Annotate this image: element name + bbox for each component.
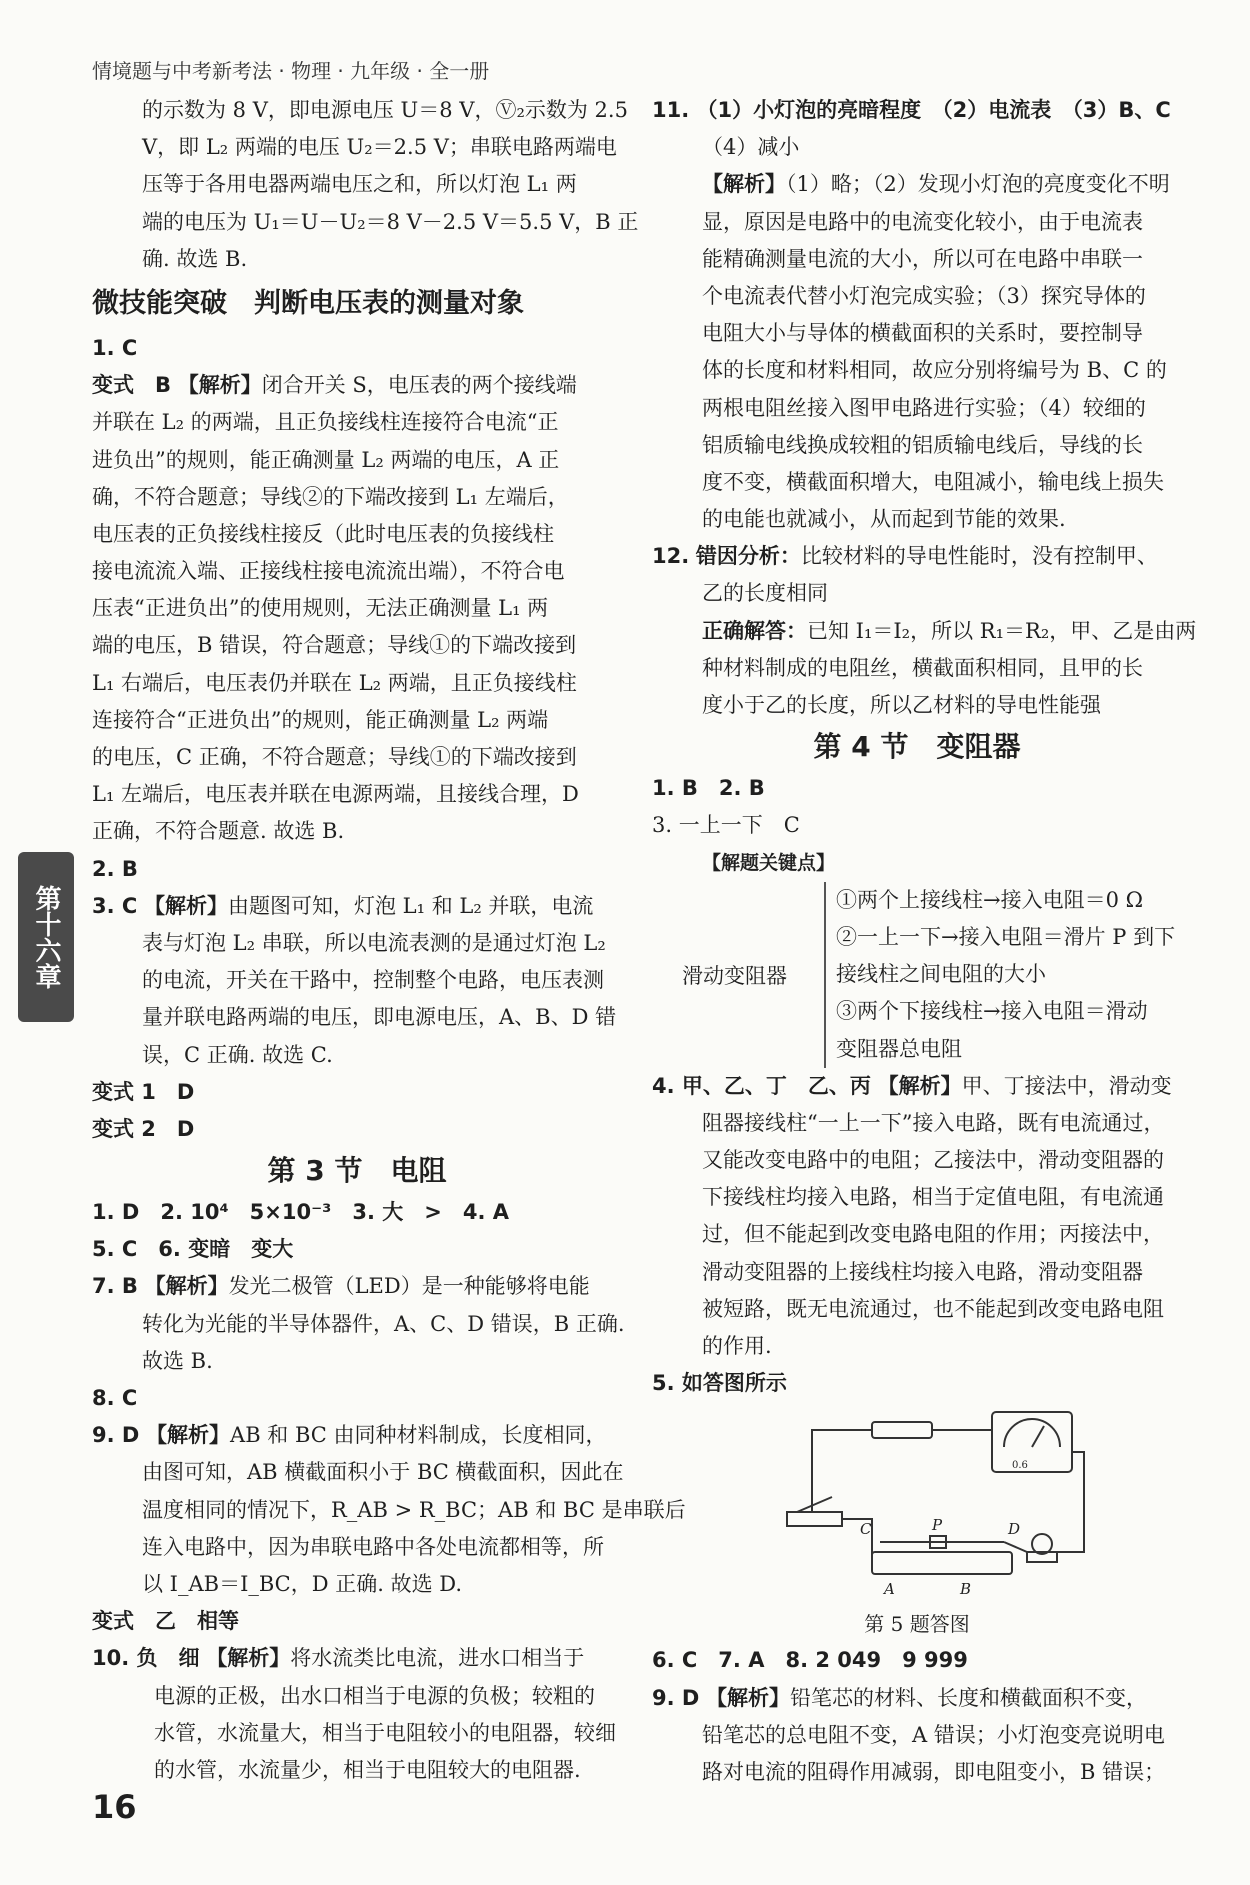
text-line: 显，原因是电路中的电流变化较小，由于电流表	[702, 209, 1143, 234]
text-line: 误，C 正确. 故选 C.	[142, 1042, 333, 1067]
answer-5: 5. 如答图所示	[652, 1371, 787, 1396]
answer-7	[92, 1268, 622, 1305]
text-line: 电源的正极，出水口相当于电源的负极；较粗的	[154, 1683, 595, 1708]
switch-icon	[787, 1512, 842, 1526]
analysis-tag: 【解析】	[146, 1423, 231, 1448]
text-line: 能精确测量电流的大小，所以可在电路中串联一	[702, 246, 1143, 271]
answers-1-4: 1. D 2. 10⁴ 5×10⁻³ 3. 大 > 4. A	[92, 1200, 510, 1225]
answer-9	[92, 1417, 622, 1454]
text-line: 水管，水流量大，相当于电阻较小的电阻器，较细	[154, 1720, 616, 1745]
page-number: 16	[92, 1788, 137, 1826]
analysis-text: AB 和 BC 由同种材料制成，长度相同，	[230, 1423, 607, 1448]
label-d: D	[1008, 1520, 1021, 1539]
text-line: 端的电压，B 错误，符合题意；导线①的下端改接到	[92, 633, 577, 658]
analysis-text: 闭合开关 S，电压表的两个接线端	[261, 373, 577, 398]
answer-label: 9. D	[652, 1685, 700, 1710]
analysis-text: 铅笔芯的材料、长度和横截面积不变，	[790, 1685, 1148, 1710]
running-header: 情境题与中考新考法 · 物理 · 九年级 · 全一册	[92, 59, 490, 83]
error-text: 比较材料的导电性能时，没有控制甲、	[800, 544, 1158, 569]
text-line: 压等于各用电器两端电压之和，所以灯泡 L₁ 两	[142, 172, 577, 197]
analysis-tag: 【解析】	[144, 893, 228, 918]
chapter-tab: 第十六章	[18, 852, 74, 1022]
battery-icon	[872, 1422, 932, 1438]
text-line: 表与灯泡 L₂ 串联，所以电流表测的是通过灯泡 L₂	[142, 930, 606, 955]
answers-1-2: 1. B 2. B	[652, 776, 765, 801]
text-line: 度小于乙的长度，所以乙材料的导电性能强	[702, 693, 1101, 717]
key-points-tag: 【解题关键点】	[702, 851, 836, 874]
text-line: 个电流表代替小灯泡完成实验；（3）探究导体的	[702, 283, 1146, 308]
text-line: 的电流，开关在干路中，控制整个电路，电压表测	[142, 968, 604, 993]
text-line: 量并联电路两端的电压，即电源电压，A、B、D 错	[142, 1005, 617, 1030]
answer-10	[92, 1640, 622, 1677]
analysis-tag: 【解析】	[206, 1646, 291, 1671]
answer-12-correct	[652, 613, 1197, 650]
answer-3: 3. 一上一下 C	[652, 813, 800, 838]
circuit-diagram	[772, 1402, 1092, 1602]
label-c: C	[860, 1520, 872, 1539]
text-line: 滑动变阻器的上接线柱均接入电路，滑动变阻器	[702, 1259, 1143, 1284]
answer-8: 8. C	[92, 1386, 138, 1410]
text-line: 转化为光能的半导体器件，A、C、D 错误，B 正确.	[142, 1311, 625, 1336]
variant-9: 变式 乙 相等	[92, 1609, 239, 1634]
answer-1: 1. C	[92, 335, 138, 360]
text-line: 阻器接线柱“一上一下”接入电路，既有电流通过，	[702, 1110, 1165, 1135]
analysis-text: （1）略；（2）发现小灯泡的亮度变化不明	[786, 172, 1170, 197]
analysis-text: 发光二极管（LED）是一种能够将电能	[228, 1274, 590, 1299]
answer-label: 10. 负 细	[92, 1646, 200, 1671]
variant-label: 变式 B	[92, 373, 172, 398]
text-line: 铝质输电线换成较粗的铝质输电线后，导线的长	[702, 432, 1143, 457]
brace-label: 滑动变阻器	[682, 963, 787, 988]
text-line: L₁ 右端后，电压表仍并联在 L₂ 两端，且正负接线柱	[92, 670, 577, 695]
key-item: ③两个下接线柱→接入电阻＝滑动	[836, 999, 1148, 1024]
analysis-tag: 【解析】	[702, 172, 786, 197]
answer-11: 11. （1）小灯泡的亮暗程度 （2）电流表 （3）B、C	[652, 98, 1171, 122]
label-b: B	[960, 1580, 972, 1599]
answer-2: 2. B	[92, 856, 138, 881]
answer-label: 12.	[652, 544, 690, 569]
answers-6-8: 6. C 7. A 8. 2 049 9 999	[652, 1648, 968, 1673]
answer-label: 7. B	[92, 1274, 138, 1299]
text-line: 故选 B.	[142, 1348, 213, 1373]
text-line: 下接线柱均接入电路，相当于定值电阻，有电流通	[702, 1185, 1164, 1210]
text-line: 度不变，横截面积增大，电阻减小，输电线上损失	[702, 469, 1164, 494]
text-line: 接电流流入端、正接线柱接电流流出端），不符合电	[92, 559, 565, 584]
text-line: 电阻大小与导体的横截面积的关系时，要控制导	[702, 321, 1143, 346]
figure-caption: 第 5 题答图	[864, 1612, 970, 1637]
right-column	[652, 92, 1197, 1791]
analysis-tag: 【解析】	[877, 1073, 962, 1098]
variant-2: 变式 2 D	[92, 1116, 195, 1141]
answer-label: 4. 甲、乙、丁 乙、丙	[652, 1073, 871, 1098]
text-line: 由图可知，AB 横截面积小于 BC 横截面积，因此在	[142, 1460, 624, 1485]
text-line: 的电压，C 正确，不符合题意；导线①的下端改接到	[92, 745, 577, 769]
text-line: 的电能也就减小，从而起到节能的效果.	[702, 507, 1066, 532]
text-line: V，即 L₂ 两端的电压 U₂＝2.5 V；串联电路两端电	[142, 135, 617, 160]
text-line: 又能改变电路中的电阻；乙接法中，滑动变阻器的	[702, 1148, 1164, 1173]
text-line: 连接符合“正进负出”的规则，能正确测量 L₂ 两端	[92, 707, 549, 732]
correct-tag: 正确解答：	[702, 618, 807, 643]
answer-label: 3. C	[92, 893, 138, 918]
label-p: P	[932, 1516, 943, 1535]
text-line: 确，不符合题意；导线②的下端改接到 L₁ 左端后，	[92, 484, 569, 509]
text-line: 的作用.	[702, 1334, 772, 1358]
error-tag: 错因分析：	[695, 544, 801, 569]
answers-5-6: 5. C 6. 变暗 变大	[92, 1237, 294, 1262]
answer-9	[652, 1680, 1182, 1717]
answer-11-analysis	[652, 166, 1182, 203]
text-line: 压表“正进负出”的使用规则，无法正确测量 L₁ 两	[92, 596, 549, 621]
key-points-brace	[652, 882, 1182, 1068]
key-item: 变阻器总电阻	[836, 1036, 962, 1061]
text-line: 温度相同的情况下，R_AB > R_BC；AB 和 BC 是串联后	[142, 1497, 686, 1522]
text-line: 被短路，既无电流通过，也不能起到改变电路电阻	[702, 1296, 1164, 1321]
text-line: 体的长度和材料相同，故应分别将编号为 B、C 的	[702, 358, 1167, 383]
analysis-tag: 【解析】	[706, 1685, 791, 1710]
answer-3	[92, 888, 622, 925]
answer-11-part4: （4）减小	[702, 135, 800, 160]
label-a: A	[884, 1580, 895, 1599]
answer-label: 9. D	[92, 1423, 140, 1448]
text-line: 乙的长度相同	[702, 581, 828, 606]
text-line: 正确，不符合题意. 故选 B.	[92, 819, 345, 844]
text-line: 两根电阻丝接入图甲电路进行实验；（4）较细的	[702, 395, 1146, 420]
section-3-title: 第 3 节 电阻	[267, 1154, 447, 1188]
micro-skill-title: 微技能突破 判断电压表的测量对象	[92, 287, 524, 319]
answer-12-error	[652, 538, 1182, 575]
text-line: 路对电流的阻碍作用减弱，即电阻变小，B 错误；	[702, 1759, 1166, 1784]
key-item: ②一上一下→接入电阻＝滑片 P 到下	[836, 924, 1176, 949]
analysis-text: 由题图可知，灯泡 L₁ 和 L₂ 并联，电流	[228, 893, 594, 918]
section-4-title: 第 4 节 变阻器	[813, 730, 1021, 764]
text-line: 端的电压为 U₁＝U－U₂＝8 V－2.5 V＝5.5 V，B 正	[142, 209, 639, 234]
text-line: 种材料制成的电阻丝，横截面积相同，且甲的长	[702, 655, 1143, 680]
text-line: 进负出”的规则，能正确测量 L₂ 两端的电压，A 正	[92, 447, 560, 472]
key-item: ①两个上接线柱→接入电阻＝0 Ω	[836, 887, 1144, 912]
text-line: 的水管，水流量少，相当于电阻较大的电阻器.	[154, 1757, 581, 1782]
text-line: 连入电路中，因为串联电路中各处电流都相等，所	[142, 1534, 604, 1559]
text-line: 的示数为 8 V，即电源电压 U＝8 V，Ⓥ₂示数为 2.5	[142, 98, 628, 122]
analysis-tag: 【解析】	[144, 1274, 229, 1299]
text-line: 电压表的正负接线柱接反（此时电压表的负接线柱	[92, 521, 554, 546]
correct-text: 已知 I₁＝I₂，所以 R₁＝R₂，甲、乙是由两	[807, 618, 1197, 643]
text-line: 过，但不能起到改变电路电阻的作用；丙接法中，	[702, 1222, 1164, 1247]
variant-1: 变式 1 D	[92, 1079, 195, 1104]
key-item: 接线柱之间电阻的大小	[836, 962, 1046, 987]
brace-items	[824, 882, 1175, 1068]
text-line: 确. 故选 B.	[142, 246, 248, 271]
rheostat-icon	[872, 1552, 1012, 1574]
text-line: 并联在 L₂ 的两端，且正负接线柱连接符合电流“正	[92, 410, 559, 435]
answer-4	[652, 1068, 1182, 1105]
text-line: L₁ 左端后，电压表并联在电源两端，且接线合理，D	[92, 782, 579, 807]
analysis-text: 甲、丁接法中，滑动变	[961, 1073, 1172, 1098]
text-line: 以 I_AB＝I_BC，D 正确. 故选 D.	[142, 1571, 463, 1596]
analysis-tag: 【解析】	[177, 373, 262, 398]
meter-scale: 0.6	[1012, 1460, 1028, 1472]
text-line: 铅笔芯的总电阻不变，A 错误；小灯泡变亮说明电	[702, 1722, 1165, 1747]
variant-answer	[92, 367, 622, 404]
analysis-text: 将水流类比电流，进水口相当于	[290, 1646, 585, 1671]
